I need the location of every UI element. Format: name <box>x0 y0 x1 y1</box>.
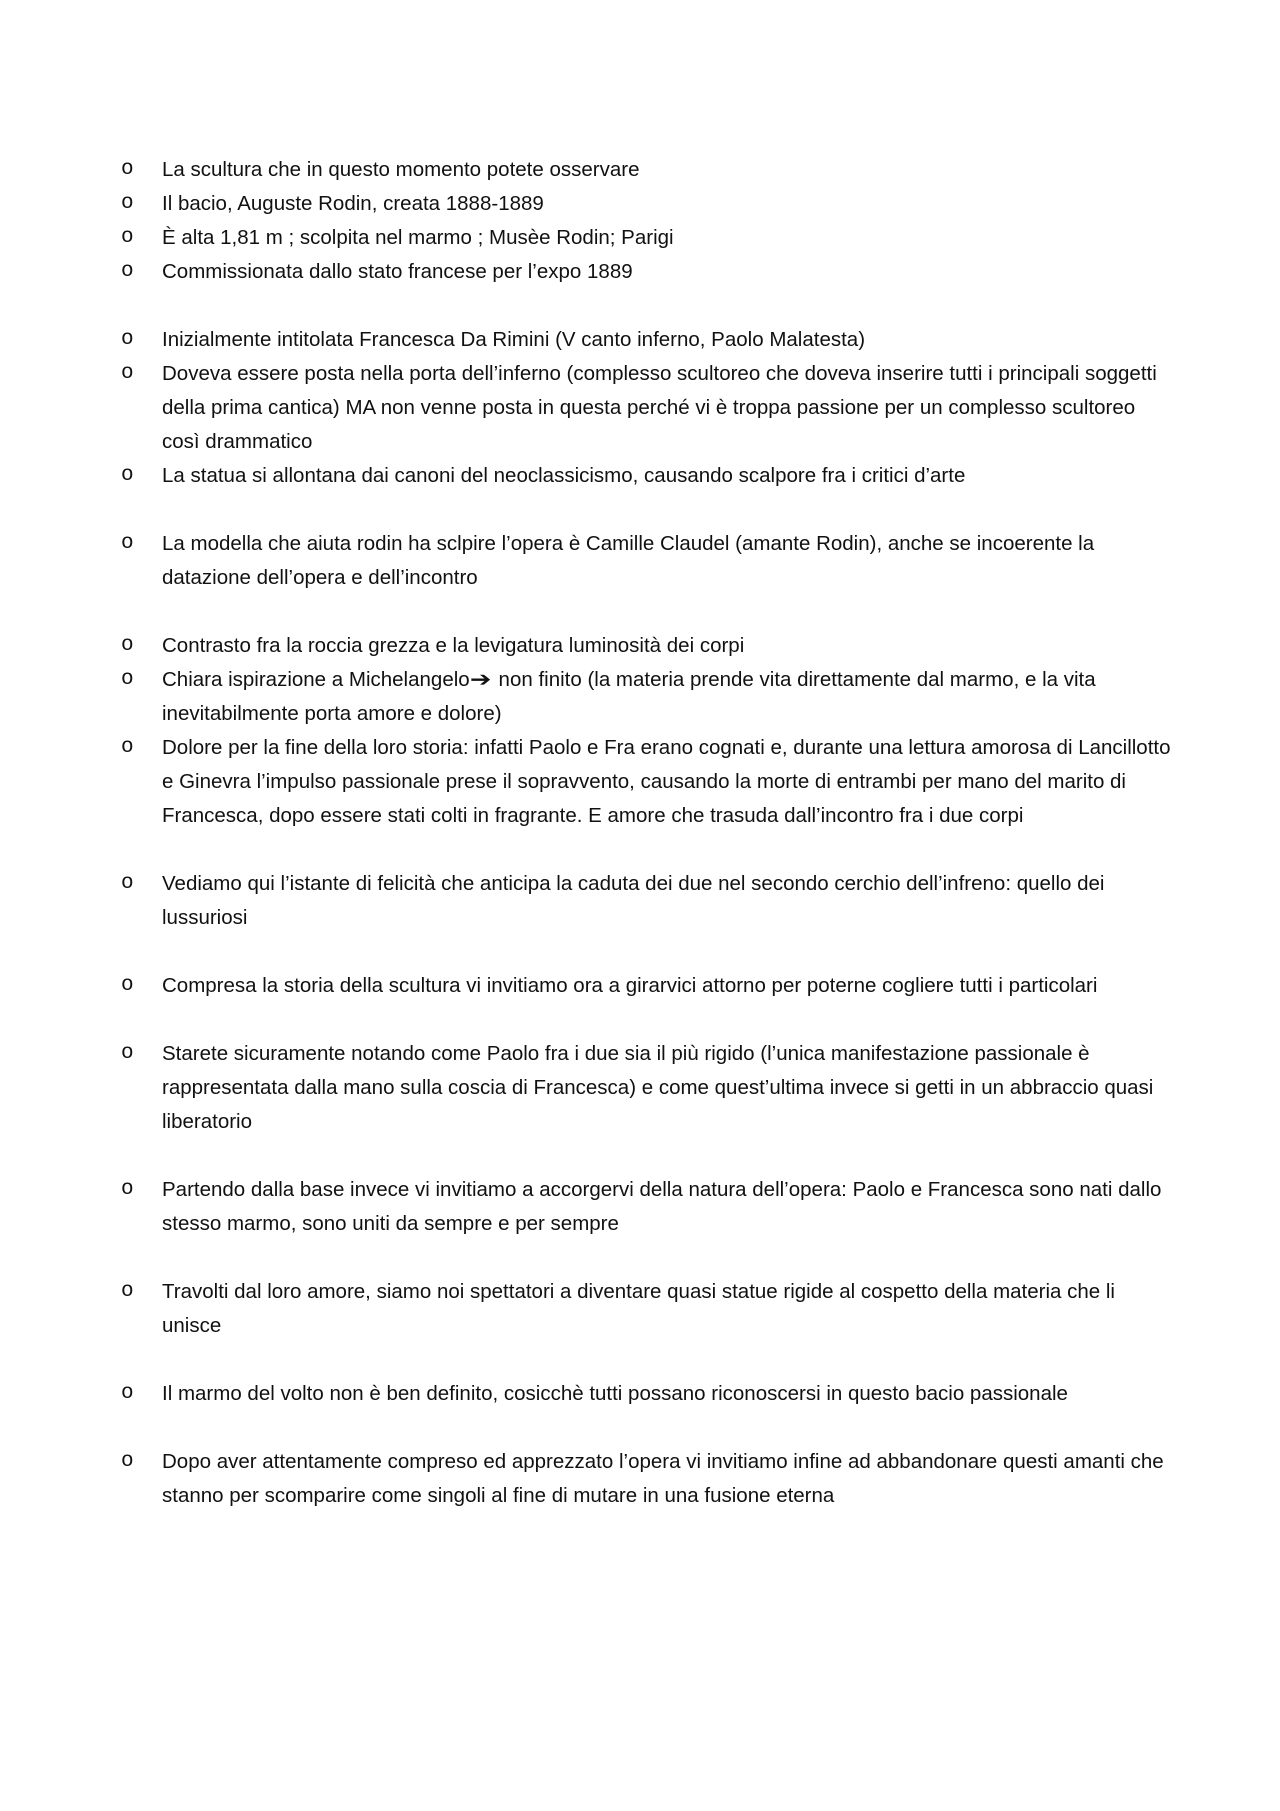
list-item-text: Starete sicuramente notando come Paolo fra i due sia il più rigido (l’unica manifestazione passionale è rappresentata dalla mano sulla coscia di Francesca) e come quest’ultima invece si getti in un abbraccio quasi liberatorio <box>162 1042 1154 1133</box>
list-item <box>0 1377 1172 1411</box>
list-item <box>0 969 1172 1003</box>
bullet-marker: o <box>121 1382 134 1405</box>
list-item-text: Doveva essere posta nella porta dell’inferno (complesso scultoreo che doveva inserire tutti i principali soggetti della prima cantica) MA non venne posta in questa perché vi è troppa passione per un complesso scultoreo così drammatico <box>162 362 1157 453</box>
list-item-text: Inizialmente intitolata Francesca Da Rimini (V canto inferno, Paolo Malatesta) <box>162 328 866 351</box>
list-item <box>0 731 1172 833</box>
bullet-marker: o <box>121 1450 134 1473</box>
bullet-marker: o <box>121 158 134 181</box>
list-item <box>0 1275 1172 1343</box>
list-item-text: Partendo dalla base invece vi invitiamo a accorgervi della natura dell’opera: Paolo e Francesca sono nati dallo stesso marmo, sono uniti da sempre e per sempre <box>162 1178 1162 1235</box>
list-item <box>0 255 1172 289</box>
list-item <box>0 1445 1172 1513</box>
list-item <box>0 629 1172 663</box>
list-item <box>0 663 1172 731</box>
bullet-marker: o <box>121 974 134 997</box>
bullet-marker: o <box>121 532 134 555</box>
list-item-text: La modella che aiuta rodin ha sclpire l’opera è Camille Claudel (amante Rodin), anche se incoerente la datazione dell’opera e dell’incontro <box>162 532 1095 589</box>
bullet-list <box>0 153 1280 1513</box>
list-item-text: Compresa la storia della scultura vi invitiamo ora a girarvici attorno per poterne cogliere tutti i particolari <box>162 974 1098 997</box>
bullet-marker: o <box>121 192 134 215</box>
list-item-text: Vediamo qui l’istante di felicità che anticipa la caduta dei due nel secondo cerchio dell’infreno: quello dei lussuriosi <box>162 872 1105 929</box>
list-item-text: Il marmo del volto non è ben definito, cosicchè tutti possano riconoscersi in questo bacio passionale <box>162 1382 1068 1405</box>
list-item-text: La statua si allontana dai canoni del neoclassicismo, causando scalpore fra i critici d’arte <box>162 464 966 487</box>
arrow-right-icon: ➔ <box>469 668 492 691</box>
bullet-marker: o <box>121 1280 134 1303</box>
list-item <box>0 153 1172 187</box>
list-item-text: La scultura che in questo momento potete osservare <box>162 158 640 181</box>
bullet-marker: o <box>121 872 134 895</box>
bullet-marker: o <box>121 736 134 759</box>
list-item <box>0 527 1172 595</box>
bullet-marker: o <box>121 464 134 487</box>
bullet-marker: o <box>121 1042 134 1065</box>
bullet-marker: o <box>121 362 134 385</box>
list-item-text: Dolore per la fine della loro storia: infatti Paolo e Fra erano cognati e, durante una lettura amorosa di Lancillotto e Ginevra l’impulso passionale prese il sopravvento, causando la morte di entrambi per mano del marito di Francesca, dopo essere stati colti in fragrante. E amore che trasuda dall’incontro fra i due corpi <box>162 736 1171 827</box>
list-item-text: Travolti dal loro amore, siamo noi spettatori a diventare quasi statue rigide al cospetto della materia che li unisce <box>162 1280 1115 1337</box>
list-item <box>0 357 1172 459</box>
list-item-text-after: non finito (la materia prende vita direttamente dal marmo, e la vita inevitabilmente porta amore e dolore) <box>162 668 1096 725</box>
bullet-marker: o <box>121 260 134 283</box>
list-item-text <box>162 663 1172 731</box>
bullet-marker: o <box>121 668 134 691</box>
list-item-text: Commissionata dallo stato francese per l’expo 1889 <box>162 260 633 283</box>
list-item <box>0 1173 1172 1241</box>
list-item <box>0 867 1172 935</box>
bullet-marker: o <box>121 1178 134 1201</box>
list-item-text-before: Chiara ispirazione a Michelangelo <box>162 668 470 691</box>
list-item <box>0 459 1172 493</box>
list-item-text: Contrasto fra la roccia grezza e la levigatura luminosità dei corpi <box>162 634 745 657</box>
list-item <box>0 323 1172 357</box>
list-item <box>0 221 1172 255</box>
list-item-text: Il bacio, Auguste Rodin, creata 1888-1889 <box>162 192 544 215</box>
list-item-text: Dopo aver attentamente compreso ed apprezzato l’opera vi invitiamo infine ad abbandonare questi amanti che stanno per scomparire come singoli al fine di mutare in una fusione eterna <box>162 1450 1164 1507</box>
list-item <box>0 187 1172 221</box>
bullet-marker: o <box>121 328 134 351</box>
bullet-marker: o <box>121 634 134 657</box>
bullet-marker: o <box>121 226 134 249</box>
list-item-text: È alta 1,81 m ; scolpita nel marmo ; Musèe Rodin; Parigi <box>162 226 674 249</box>
list-item <box>0 1037 1172 1139</box>
